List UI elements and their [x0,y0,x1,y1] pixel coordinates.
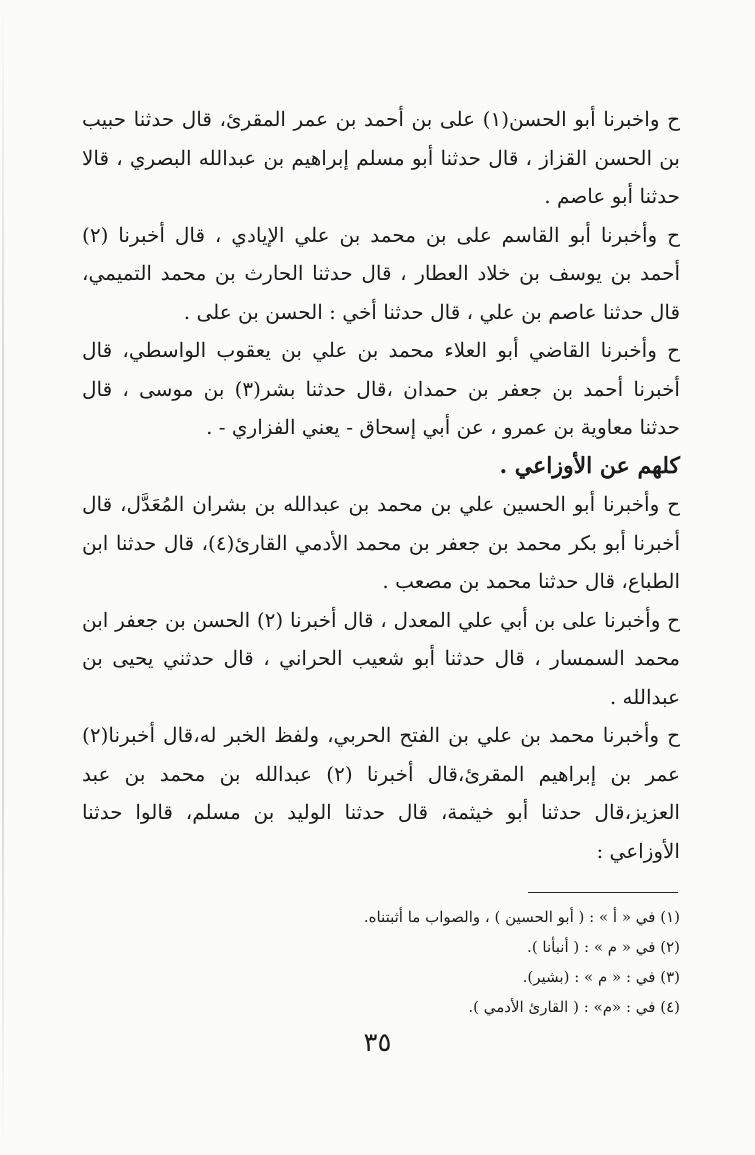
footnote-1: (١) في « أ » : ( أبو الحسين ) ، والصواب ما أثبتناه. [363,908,680,926]
isnad-paragraph-2: ح وأخبرنا أبو القاسم على بن محمد بن علي الإيادي ، قال أخبرنا (٢) أحمد بن يوسف بن خلاد العطار ، قال حدثنا الحارث بن محمد التميمي، قال حدثنا عاصم بن علي ، قال حدثنا أخي : الحسن بن على . [82,222,680,324]
isnad-paragraph-4: ح وأخبرنا أبو الحسين علي بن محمد بن عبدالله بن بشران المُعَدَّل، قال أخبرنا أبو بكر محمد بن جعفر بن محمد الأدمي القارئ(٤)، قال حدثنا ابن الطباع، قال حدثنا محمد بن مصعب . [82,492,681,593]
footnote-4: (٤) في : «م» : ( القارئ الأدمي ). [468,998,680,1016]
footnote-2: (٢) في « م » : ( أنبأنا ). [527,938,680,956]
isnad-paragraph-3: ح وأخبرنا القاضي أبو العلاء محمد بن علي بن يعقوب الواسطي، قال أخبرنا أحمد بن جعفر بن حمدان ،قال حدثنا بشر(٣) بن موسى ، قال حدثنا معاوية بن عمرو ، عن أبي إسحاق - يعني الفزاري - . [82,338,680,439]
footnote-3: (٣) في : « م » : (بشير). [522,968,680,986]
page-edge-shadow [2,0,4,1155]
isnad-paragraph-5: ح وأخبرنا على بن أبي علي المعدل ، قال أخبرنا (٢) الحسن بن جعفر ابن محمد السمسار ، قال حدثنا أبو شعيب الحراني ، قال حدثني يحيى بن عبدالله . [82,607,680,709]
main-text [82,100,680,870]
footnote-separator [528,892,678,893]
page-number: ٣٥ [363,1028,392,1058]
isnad-paragraph-1: ح واخبرنا أبو الحسن(١) على بن أحمد بن عمر المقرئ، قال حدثنا حبيب بن الحسن القزاز ، قال حدثنا أبو مسلم إبراهيم بن عبدالله البصري ، قالا حدثنا أبو عاصم . [82,107,680,208]
isnad-paragraph-6: ح وأخبرنا محمد بن علي بن الفتح الحربي، ولفظ الخبر له،قال أخبرنا(٢) عمر بن إبراهيم المقرئ،قال أخبرنا (٢) عبدالله بن محمد بن عبد العزيز،قال حدثنا أبو خيثمة، قال حدثنا الوليد بن مسلم، قالوا حدثنا الأوزاعي : [82,723,680,863]
section-heading: كلهم عن الأوزاعي . [499,452,680,479]
footnotes [150,902,680,1022]
